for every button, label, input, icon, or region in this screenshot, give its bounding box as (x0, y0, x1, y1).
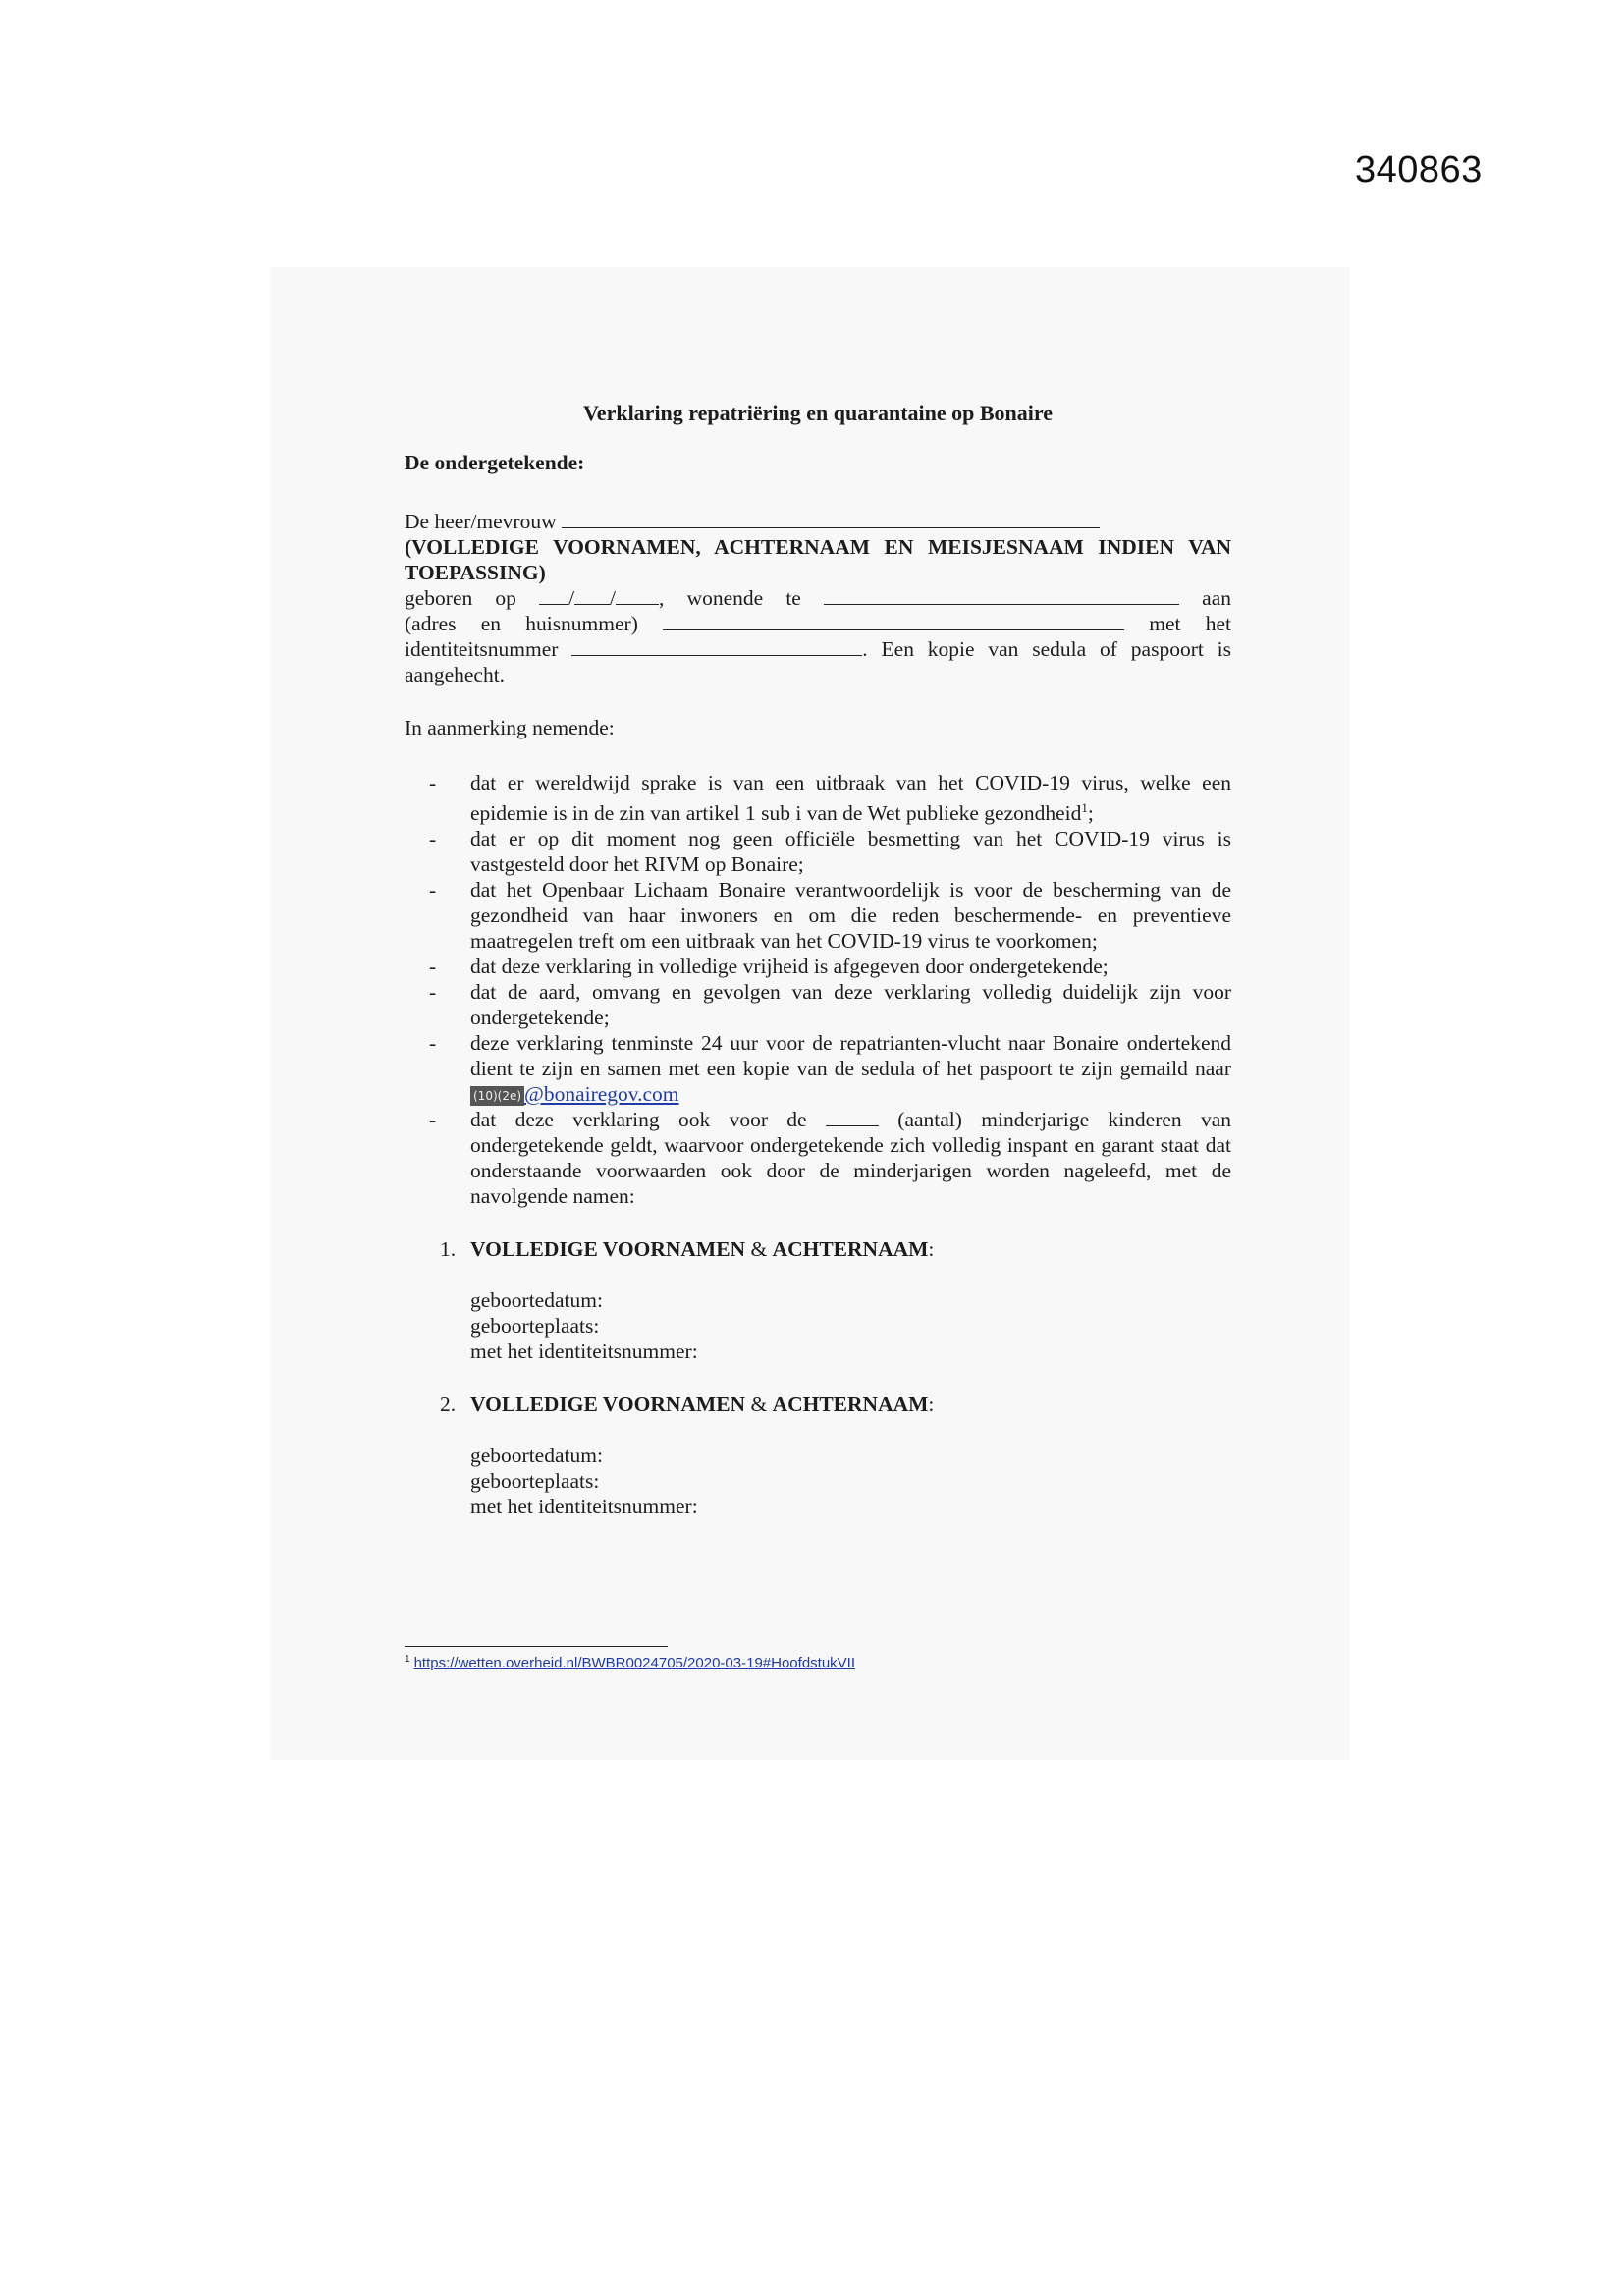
list-item (429, 826, 1231, 877)
heading-part: VOLLEDIGE VOORNAMEN (470, 1393, 746, 1417)
redaction-box: (10)(2e) (470, 1086, 524, 1106)
list-item (429, 979, 1231, 1030)
birth-line (405, 585, 1231, 611)
considerations-list (405, 770, 1231, 1209)
consideration-text: dat deze verklaring in volledige vrijheid is afgegeven door ondergetekende; (470, 955, 1109, 979)
identity-section (405, 509, 1231, 687)
consideration-text: deze verklaring tenminste 24 uur voor de repatrianten-vlucht naar Bonaire ondertekend dient te zijn en samen met een kopie van de sedula of het paspoort te zijn gemaild naar (470, 1031, 1231, 1081)
address-label: (adres en huisnummer) (405, 612, 638, 635)
list-item (429, 770, 1231, 826)
id-number-blank[interactable] (571, 636, 862, 656)
bullet-dash: - (429, 827, 437, 851)
living-label: wonende te (686, 586, 801, 610)
name-label: De heer/mevrouw (405, 510, 557, 533)
date-separator: / (610, 586, 617, 610)
document-title: Verklaring repatriëring en quarantaine op Bonaire (582, 401, 1054, 425)
consideration-text: dat er op dit moment nog geen officiële besmetting van het COVID-19 virus is vastgesteld door het RIVM op Bonaire; (470, 827, 1231, 877)
consideration-text: dat de aard, omvang en gevolgen van deze verklaring volledig duidelijk zijn voor ondergetekende; (470, 980, 1231, 1030)
name-blank[interactable] (562, 509, 1100, 528)
email-link[interactable]: @bonairegov.com (524, 1082, 679, 1107)
child-entry (405, 1236, 1231, 1364)
child-heading (405, 1392, 1231, 1417)
list-item (429, 954, 1231, 979)
heading-ampersand: & (745, 1393, 773, 1417)
birthdate-field[interactable]: geboortedatum: (470, 1444, 603, 1468)
date-separator: / (568, 586, 575, 610)
consideration-text: (aantal) minderjarige kinderen van ondergetekende geldt, waarvoor ondergetekende zich volledig inspant en garant staat dat onderstaande voorwaarden ook door de minderjarigen worden nageleefd, met de navolgende namen: (470, 1108, 1232, 1209)
date-tail: , (659, 586, 665, 610)
address-line (405, 611, 1231, 636)
declaration-body (405, 401, 1231, 1519)
copy-note: . Een kopie van sedula of paspoort is aangehecht. (405, 637, 1232, 686)
child-number: 1. (440, 1237, 457, 1262)
address-blank[interactable] (663, 611, 1124, 630)
name-instruction: (VOLLEDIGE VOORNAMEN, ACHTERNAAM EN MEISJESNAAM INDIEN VAN TOEPASSING) (405, 535, 1231, 584)
heading-colon: : (928, 1237, 935, 1262)
footnote-link[interactable]: https://wetten.overheid.nl/BWBR0024705/2020-03-19#HoofdstukVII (413, 1655, 856, 1671)
consideration-text: dat er wereldwijd sprake is van een uitbraak van het COVID-19 virus, welke een epidemie is in de zin van artikel 1 sub i van de Wet publieke gezondheid (470, 771, 1231, 826)
consideration-text: dat het Openbaar Lichaam Bonaire verantwoordelijk is voor de bescherming van de gezondheid van haar inwoners en om die reden beschermende- en preventieve maatregelen treft om een uitbraak van het COVID-19 virus te voorkomen; (470, 878, 1231, 954)
aan-label: aan (1202, 586, 1232, 610)
list-item (429, 877, 1231, 954)
child-fields (405, 1287, 1231, 1364)
list-item (429, 1107, 1232, 1209)
birth-year-blank[interactable] (616, 585, 659, 605)
footnote (405, 1654, 855, 1671)
child-heading (405, 1236, 1231, 1262)
bullet-dash: - (429, 980, 437, 1005)
bullet-dash: - (429, 771, 437, 794)
children-count-blank[interactable] (826, 1107, 879, 1126)
born-label: geboren op (405, 586, 516, 610)
consideration-text: dat deze verklaring ook voor de (470, 1108, 807, 1132)
birth-month-blank[interactable] (574, 585, 610, 605)
child-fields (405, 1443, 1231, 1519)
residence-blank[interactable] (824, 585, 1179, 605)
heading-colon: : (928, 1393, 935, 1417)
id-number-field[interactable]: met het identiteitsnummer: (470, 1339, 698, 1364)
list-item (429, 1030, 1231, 1107)
bullet-dash: - (429, 1031, 437, 1056)
birthplace-field[interactable]: geboorteplaats: (470, 1469, 600, 1494)
child-number: 2. (440, 1393, 457, 1417)
child-entry (405, 1392, 1231, 1519)
heading-part: VOLLEDIGE VOORNAMEN (470, 1237, 746, 1262)
birthdate-field[interactable]: geboortedatum: (470, 1288, 603, 1313)
id-number-field[interactable]: met het identiteitsnummer: (470, 1495, 698, 1519)
footnote-divider (405, 1646, 668, 1647)
id-label: identiteitsnummer (405, 637, 559, 661)
birth-day-blank[interactable] (539, 585, 568, 605)
punctuation: ; (1087, 801, 1094, 826)
considering-label: In aanmerking nemende: (405, 716, 615, 739)
met-het-label: met het (1149, 612, 1231, 635)
birthplace-field[interactable]: geboorteplaats: (470, 1314, 600, 1339)
heading-part: ACHTERNAAM (772, 1237, 929, 1262)
bullet-dash: - (429, 878, 437, 902)
bullet-dash: - (429, 955, 437, 979)
heading-part: ACHTERNAAM (772, 1393, 929, 1417)
bullet-dash: - (429, 1108, 437, 1132)
footnote-number: 1 (405, 1654, 410, 1665)
id-line (405, 636, 1231, 687)
undersigned-label: De ondergetekende: (405, 451, 585, 474)
document-number: 340863 (1355, 149, 1483, 191)
footnote-ref[interactable]: 1 (1081, 800, 1088, 815)
name-line (405, 509, 1231, 534)
heading-ampersand: & (745, 1237, 773, 1262)
